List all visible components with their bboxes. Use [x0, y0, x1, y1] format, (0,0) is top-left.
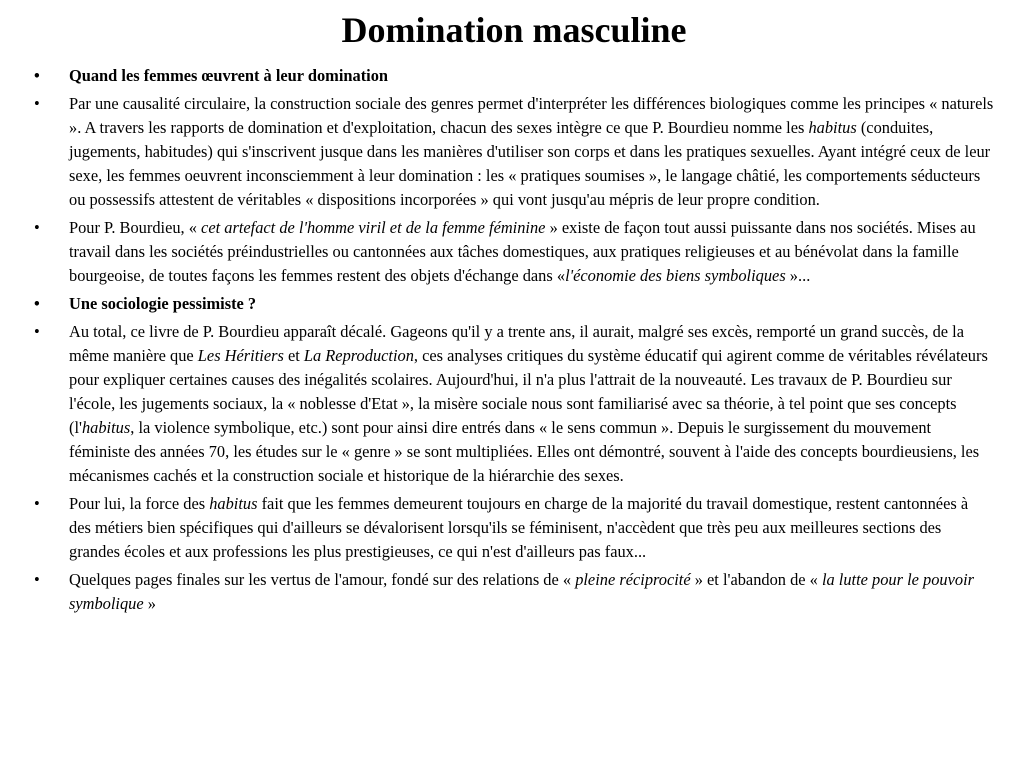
bullet-text-italic: habitus — [81, 418, 131, 437]
bullet-text: Pour lui, la force des — [69, 494, 210, 513]
bullet-text: Quelques pages finales sur les vertus de l'amour, fondé sur des relations de « — [69, 570, 576, 589]
bullet-item — [34, 320, 994, 488]
bullet-item — [34, 492, 994, 564]
bullet-text: Pour P. Bourdieu, « — [69, 218, 202, 237]
bullet-text: »... — [785, 266, 811, 285]
bullet-text: Une sociologie pessimiste ? — [69, 294, 257, 313]
bullet-text: et — [283, 346, 304, 365]
bullet-text-italic: habitus — [808, 118, 857, 137]
bullet-item — [34, 292, 994, 316]
bullet-text: » — [143, 594, 156, 613]
bullet-item — [34, 92, 994, 212]
bullet-text-italic: l'économie des biens symboliques — [565, 266, 786, 285]
bullet-text-italic: pleine réciprocité — [575, 570, 691, 589]
bullet-item — [34, 64, 994, 88]
bullet-text: » existe de façon tout aussi puissante dans nos sociétés. Mises au travail dans les sociétés préindustrielles ou cantonnées aux tâches domestiques, aux pratiques religieuses et au bénévolat dans la famille bourgeoise, de toutes façons les femmes restent des objets d'échange dans « — [69, 218, 976, 285]
bullet-text-italic: La Reproduction — [303, 346, 414, 365]
bullet-text-italic: habitus — [209, 494, 258, 513]
bullet-text: Par une causalité circulaire, la construction sociale des genres permet d'interpréter les différences biologiques comme les principes « naturels ». A travers les rapports de domination et d'exploitation, chacun des sexes intègre ce que P. Bourdieu nomme les — [69, 94, 994, 137]
bullet-text-italic: Les Héritiers — [197, 346, 284, 365]
bullet-item — [34, 216, 994, 288]
bullet-text: (conduites, jugements, habitudes) qui s'inscrivent jusque dans les manières d'utiliser son corps et dans les pratiques sexuelles. Ayant intégré ceux de leur sexe, les femmes oeuvrent inconsciemment à leur domination : les « pratiques soumises », le langage châtié, les comportements séducteurs ou possessifs attestent de véritables « dispositions incorporées » qui vont jusqu'au mépris de leur propre condition. — [69, 118, 991, 209]
bullet-text: , ces analyses critiques du système éducatif qui agirent comme de véritables révélateurs pour expliquer certaines causes des inégalités scolaires. Aujourd'hui, il n'a plus l'attrait de la nouveauté. Les travaux de P. Bourdieu sur l'école, les jugements sociaux, la « noblesse d'Etat », la misère sociale nous sont familiarisé avec sa théorie, à tel point que ses concepts (l' — [69, 346, 988, 437]
bullet-text-italic: cet artefact de l'homme viril et de la femme féminine — [201, 218, 546, 237]
bullet-text: » et l'abandon de « — [690, 570, 822, 589]
bullet-list — [34, 64, 994, 616]
bullet-text: fait que les femmes demeurent toujours en charge de la majorité du travail domestique, restent cantonnées à des métiers bien spécifiques qui d'ailleurs se dévalorisent lorsqu'ils se féminisent, n'accèdent que très peu aux meilleures sections des grandes écoles et aux professions les plus prestigieuses, ce qui n'est d'ailleurs pas faux... — [69, 494, 969, 561]
bullet-text: Au total, ce livre de P. Bourdieu apparaît décalé. Gageons qu'il y a trente ans, il aurait, malgré ses excès, remporté un grand succès, de la même manière que — [69, 322, 965, 365]
bullet-item — [34, 568, 994, 616]
slide-title: Domination masculine — [341, 10, 687, 50]
bullet-text: Quand les femmes œuvrent à leur domination — [69, 66, 389, 85]
bullet-text: , la violence symbolique, etc.) sont pour ainsi dire entrés dans « le sens commun ». Depuis le surgissement du mouvement féministe des années 70, les études sur le « genre » se sont multipliées. Elles ont démontré, souvent à l'aide des concepts bourdieusiens, les mécanismes cachés et la construction sociale et historique de la hiérarchie des sexes. — [69, 418, 980, 485]
bullet-text-italic: la lutte pour le pouvoir symbolique — [69, 570, 975, 613]
